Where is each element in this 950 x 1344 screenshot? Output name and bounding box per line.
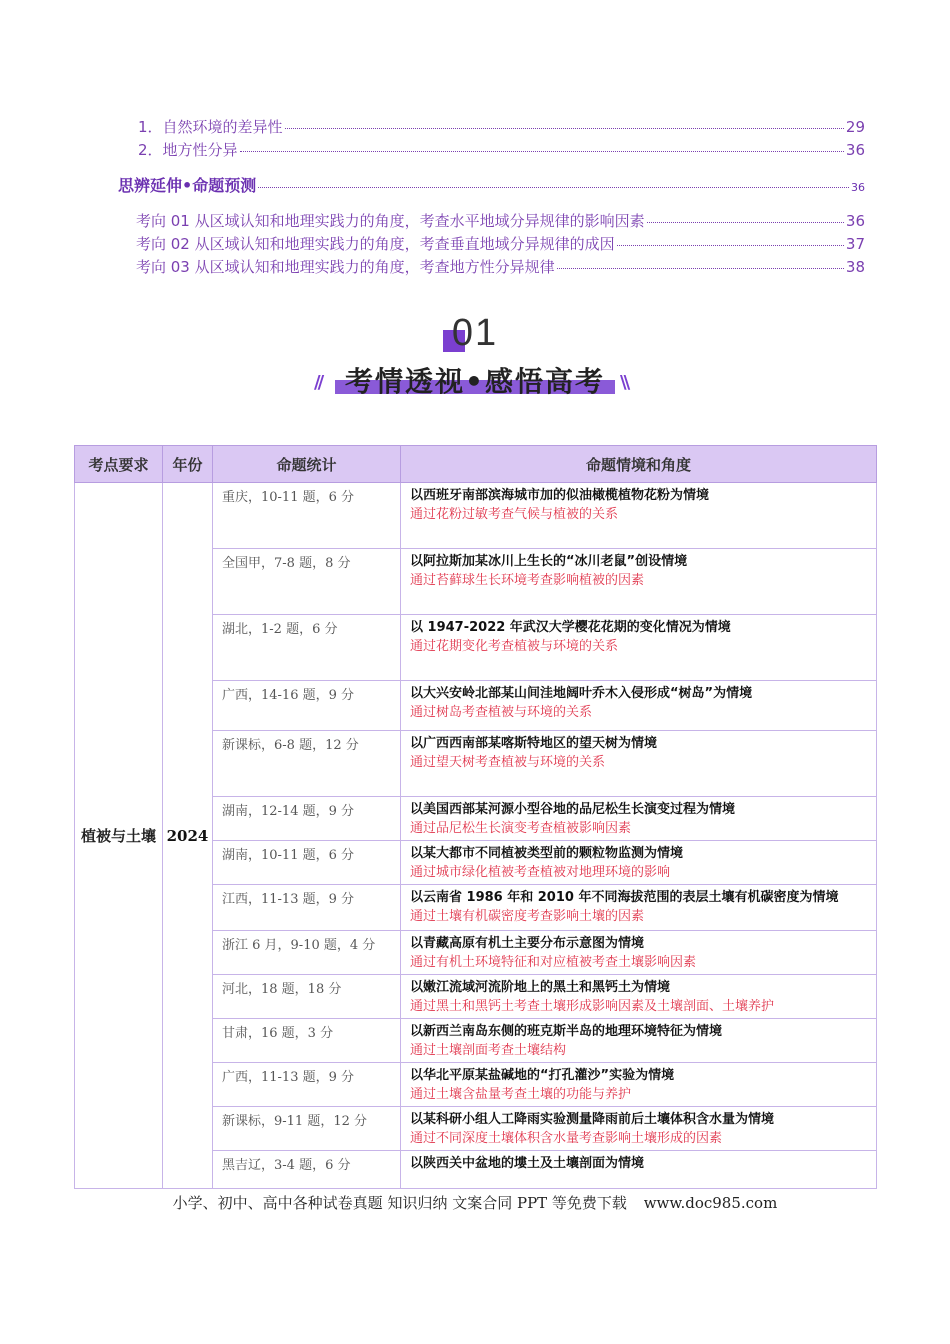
- context-cell: [401, 731, 877, 797]
- section-title: 考情透视•感悟高考: [345, 365, 605, 398]
- toc-subitem[interactable]: [136, 233, 865, 254]
- toc-item[interactable]: [138, 139, 865, 160]
- context-cell: [401, 1019, 877, 1063]
- section-number: 01: [451, 312, 499, 354]
- topic-cell: 植被与土壤: [75, 483, 163, 1189]
- context-title: 以青藏高原有机土主要分布示意图为情境: [410, 936, 645, 951]
- context-cell: [401, 1107, 877, 1151]
- context-cell: [401, 931, 877, 975]
- toc-item-title: 考向 01 从区域认知和地理实践力的角度，考查水平地域分异规律的影响因素: [136, 212, 645, 230]
- stat-cell: 新课标，9-11 题，12 分: [213, 1107, 401, 1151]
- context-cell: [401, 1063, 877, 1107]
- stat-cell: 河北，18 题，18 分: [213, 975, 401, 1019]
- context-title: 以云南省 1986 年和 2010 年不同海拔范围的表层土壤有机碳密度为情境: [410, 890, 839, 905]
- context-title: 以 1947-2022 年武汉大学樱花花期的变化情况为情境: [410, 620, 731, 635]
- context-title: 以某大都市不同植被类型前的颗粒物监测为情境: [410, 846, 684, 861]
- context-cell: [401, 885, 877, 931]
- header-context: 命题情境和角度: [401, 446, 877, 483]
- toc-item-title: 2．地方性分异: [138, 141, 238, 159]
- toc-section[interactable]: [118, 173, 865, 196]
- stat-cell: 新课标，6-8 题，12 分: [213, 731, 401, 797]
- context-angle: 通过花期变化考查植被与环境的关系: [410, 639, 619, 654]
- toc-item[interactable]: [138, 116, 865, 137]
- footer-link[interactable]: www.doc985.com: [643, 1194, 778, 1212]
- stat-cell: 湖南，10-11 题，6 分: [213, 841, 401, 885]
- context-cell: [401, 1151, 877, 1189]
- toc-subitem[interactable]: [136, 210, 865, 231]
- context-cell: [401, 841, 877, 885]
- toc-item-page: 36: [845, 212, 865, 230]
- context-angle: 通过土壤有机碳密度考查影响土壤的因素: [410, 909, 645, 924]
- context-title: 以大兴安岭北部某山间洼地阔叶乔木入侵形成“树岛”为情境: [410, 686, 753, 701]
- toc-item-title: 考向 02 从区域认知和地理实践力的角度，考查垂直地域分异规律的成因: [136, 235, 615, 253]
- context-title: 以嫩江流域河流阶地上的黑土和黑钙土为情境: [410, 980, 671, 995]
- context-cell: [401, 975, 877, 1019]
- stat-cell: 甘肃，16 题，3 分: [213, 1019, 401, 1063]
- toc-item-page: 37: [845, 235, 865, 253]
- context-angle: 通过树岛考查植被与环境的关系: [410, 705, 593, 720]
- context-angle: 通过不同深度土壤体积含水量考查影响土壤形成的因素: [410, 1131, 723, 1146]
- context-angle: 通过黑土和黑钙土考查土壤形成影响因素及土壤剖面、土壤养护: [410, 999, 775, 1014]
- context-angle: 通过城市绿化植被考查植被对地理环境的影响: [410, 865, 671, 880]
- context-angle: 通过花粉过敏考查气候与植被的关系: [410, 507, 619, 522]
- toc-leader-dots: [285, 128, 844, 129]
- stat-cell: 浙江 6 月，9-10 题，4 分: [213, 931, 401, 975]
- toc-section-page: 36: [851, 181, 865, 194]
- context-title: 以广西西南部某喀斯特地区的望天树为情境: [410, 736, 658, 751]
- context-angle: 通过品尼松生长演变考查植被影响因素: [410, 821, 632, 836]
- stat-cell: 黑吉辽，3-4 题，6 分: [213, 1151, 401, 1189]
- footer-text: 小学、初中、高中各种试卷真题 知识归纳 文案合同 PPT 等免费下载: [172, 1194, 627, 1212]
- context-cell: [401, 483, 877, 549]
- stat-cell: 全国甲，7-8 题，8 分: [213, 549, 401, 615]
- toc-item-page: 29: [845, 118, 865, 136]
- stat-cell: 湖南，12-14 题，9 分: [213, 797, 401, 841]
- header-year: 年份: [163, 446, 213, 483]
- year-cell: 2024: [163, 483, 213, 1189]
- context-angle: 通过土壤剖面考查土壤结构: [410, 1043, 567, 1058]
- stat-cell: 广西，14-16 题，9 分: [213, 681, 401, 731]
- toc-leader-dots: [557, 268, 844, 269]
- toc-item-page: 36: [845, 141, 865, 159]
- stat-cell: 重庆，10-11 题，6 分: [213, 483, 401, 549]
- context-title: 以陕西关中盆地的塿土及土壤剖面为情境: [410, 1156, 645, 1171]
- context-cell: [401, 549, 877, 615]
- context-angle: 通过土壤含盐量考查土壤的功能与养护: [410, 1087, 632, 1102]
- toc-item-page: 38: [845, 258, 865, 276]
- stat-cell: 江西，11-13 题，9 分: [213, 885, 401, 931]
- context-angle: 通过望天树考查植被与环境的关系: [410, 755, 606, 770]
- toc-section-title: 思辨延伸•命题预测: [118, 176, 257, 195]
- exam-analysis-table: [74, 445, 877, 1189]
- header-requirement: 考点要求: [75, 446, 163, 483]
- context-angle: 通过有机土环境特征和对应植被考查土壤影响因素: [410, 955, 697, 970]
- toc-item-title: 考向 03 从区域认知和地理实践力的角度，考查地方性分异规律: [136, 258, 555, 276]
- context-cell: [401, 615, 877, 681]
- context-title: 以某科研小组人工降雨实验测量降雨前后土壤体积含水量为情境: [410, 1112, 775, 1127]
- toc-leader-dots: [647, 222, 844, 223]
- toc-leader-dots: [258, 187, 849, 188]
- header-statistics: 命题统计: [213, 446, 401, 483]
- footer: [0, 1192, 950, 1213]
- context-cell: [401, 681, 877, 731]
- toc-subitem[interactable]: [136, 256, 865, 277]
- context-title: 以西班牙南部滨海城市加的似油橄榄植物花粉为情境: [410, 488, 710, 503]
- stat-cell: 广西，11-13 题，9 分: [213, 1063, 401, 1107]
- context-title: 以新西兰南岛东侧的班克斯半岛的地理环境特征为情境: [410, 1024, 723, 1039]
- context-angle: 通过苔藓球生长环境考查影响植被的因素: [410, 573, 645, 588]
- toc-item-title: 1．自然环境的差异性: [138, 118, 283, 136]
- section-banner: [335, 360, 615, 398]
- context-title: 以阿拉斯加某冰川上生长的“冰川老鼠”创设情境: [410, 554, 688, 569]
- decor-slash-right: \\: [620, 372, 628, 393]
- context-cell: [401, 797, 877, 841]
- toc-leader-dots: [617, 245, 844, 246]
- decor-slash-left: //: [314, 372, 322, 393]
- context-title: 以美国西部某河源小型谷地的品尼松生长演变过程为情境: [410, 802, 736, 817]
- stat-cell: 湖北，1-2 题，6 分: [213, 615, 401, 681]
- table-row: [75, 483, 877, 549]
- table-header-row: [75, 446, 877, 483]
- context-title: 以华北平原某盐碱地的“打孔灌沙”实验为情境: [410, 1068, 675, 1083]
- toc-leader-dots: [240, 151, 844, 152]
